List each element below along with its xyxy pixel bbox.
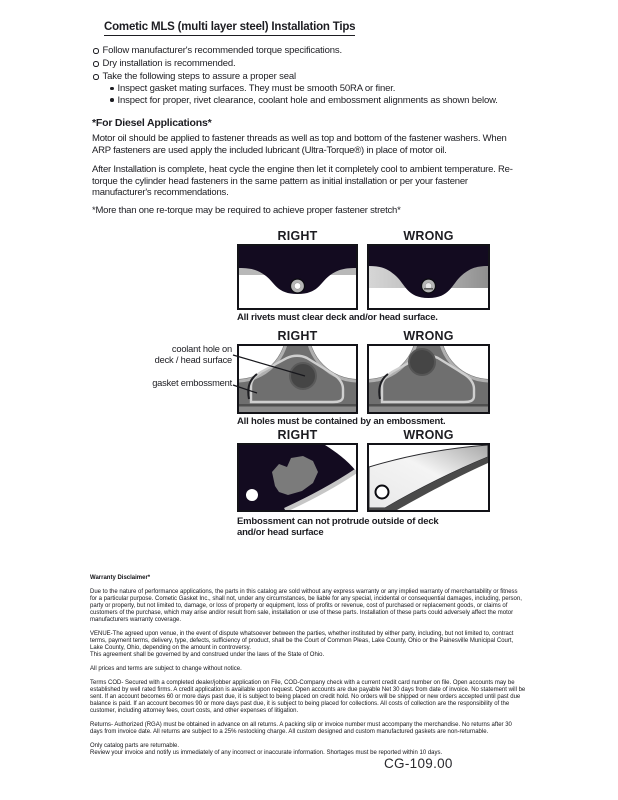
open-circle-bullet-icon: [93, 48, 99, 54]
sub-bullet-item: [110, 83, 563, 95]
retorque-note: *More than one re-torque may be required to achieve proper fastener stretch*: [92, 205, 401, 216]
bullet-item: [93, 44, 563, 57]
caption-protrusion: [237, 516, 497, 538]
bullet-text: Dry installation is recommended.: [102, 58, 236, 69]
sub-bullet-item: [110, 95, 563, 107]
rivet-wrong-diagram: [367, 244, 490, 310]
warranty-paragraph-prices: All prices and terms are subject to change without notice.: [90, 666, 242, 672]
page-title: Cometic MLS (multi layer steel) Installation Tips: [104, 21, 355, 36]
warranty-paragraph-review-invoice: Review your invoice and notify us immediately of any incorrect or inaccurate information. Shortages must be reported within 10 days.: [90, 750, 443, 756]
caption-rivets: All rivets must clear deck and/or head surface.: [237, 312, 438, 323]
embossment-right-diagram: [237, 344, 358, 414]
bullet-text: Take the following steps to assure a proper seal: [102, 71, 296, 82]
warranty-paragraph-venue: VENUE-The agreed upon venue, in the event of dispute whatsoever between the parties, whether instituted by either party, including, but not limited to, contract terms, payment terms, delivery, type, defects, sufficiency of product, shall be the Court of Common Pleas, Lake County, Ohio or the Painesville Municipal Court, Lake County, Ohio, depending on the amount in controversy.: [90, 631, 514, 651]
diesel-section-heading: *For Diesel Applications*: [92, 117, 212, 129]
rivet-right-illustration: [239, 246, 356, 308]
coolant-hole-label-line2: deck / head surface: [154, 354, 232, 365]
sub-bullet-text: Inspect for proper, rivet clearance, coolant hole and embossment alignments as shown below.: [117, 94, 498, 106]
caption-protrusion-line1: Embossment can not protrude outside of deck: [237, 516, 439, 527]
protrusion-wrong-diagram: [367, 443, 490, 512]
sub-bullet-text: Inspect gasket mating surfaces. They must be smooth 50RA or finer.: [117, 83, 396, 94]
wrong-label-row3: WRONG: [403, 428, 454, 442]
gasket-embossment-label: gasket embossment: [152, 378, 232, 388]
wrong-label-row2: WRONG: [403, 329, 454, 343]
bullet-text: Follow manufacturer's recommended torque specifications.: [102, 45, 342, 56]
intro-bullet-list: [93, 44, 563, 106]
embossment-wrong-illustration: [369, 346, 488, 412]
warranty-paragraph-1: Due to the nature of performance applications, the parts in this catalog are sold without any express warranty or any implied warranty of merchantability or fitness for a particular purpose. Cometic Gasket Inc., shall not, under any circumstances, be liable for any special, incidental or consequential damages, including, person, party or property, but not limited to, damage, or loss of property or equipment, loss of profits or revenue, cost of purchased or replacement goods, or claims of customers of the purchase, which may arise and/or result from sale, installation or use of these parts. Installation of these parts could adversely affect the motor manufacturers warranty coverage.: [90, 589, 522, 623]
bullet-item: [93, 70, 563, 83]
open-circle-bullet-icon: [93, 74, 99, 80]
protrusion-wrong-illustration: [369, 445, 488, 510]
rivet-right-diagram: [237, 244, 358, 310]
warranty-heading: Warranty Disclaimer*: [90, 575, 151, 581]
coolant-hole-label-line1: coolant hole on: [171, 344, 232, 354]
warranty-paragraph-governing-law: This agreement shall be governed by and construed under the laws of the State of Ohio.: [90, 652, 325, 658]
diesel-paragraph-2: After Installation is complete, heat cycle the engine then let it completely cool to ambient temperature. Re-torque the cylinder head fasteners in the same pattern as initial installation or per your fastener manufacturer's recommendations.: [92, 164, 513, 198]
open-circle-bullet-icon: [93, 61, 99, 67]
right-label-row2: RIGHT: [277, 329, 318, 343]
warranty-paragraph-terms-cod: Terms COD- Secured with a completed dealer/jobber application on File, COD-Company check with a current credit card number on file. Open accounts may be established by well rated firms. A credit application is available upon request. Open accounts are due payable Net 30 days from date of invoice. No statement will be sent. If an account becomes 60 or more days past due, it is subject to being placed on credit hold. No orders will be shipped or new orders accepted until past due balance is paid. If an account becomes 90 or more days past due, it is subject to being placed for collections. All costs of collection are the responsibility of the customer, including attorney fees, court costs, and other expenses of litigation.: [90, 680, 526, 714]
protrusion-right-illustration: [239, 445, 356, 510]
coolant-hole-label: [118, 344, 232, 365]
caption-holes: All holes must be contained by an embossment.: [237, 416, 446, 427]
bullet-item: [93, 57, 563, 70]
diesel-paragraph-1: Motor oil should be applied to fastener threads as well as top and bottom of the fastener washers. When ARP fasteners are used apply the included lubricant (Ultra-Torque®) in place of motor oil.: [92, 133, 507, 156]
right-label-row3: RIGHT: [277, 428, 318, 442]
embossment-wrong-diagram: [367, 344, 490, 414]
rivet-wrong-illustration: [369, 246, 488, 308]
warranty-paragraph-returns: Returns- Authorized (RGA) must be obtained in advance on all returns. A packing slip or invoice number must accompany the merchandise. No returns after 30 days from invoice date. All returns are subject to a 25% restocking charge. All custom designed and custom manufactured gaskets are non-returnable.: [90, 722, 512, 735]
caption-protrusion-line2: and/or head surface: [237, 527, 324, 538]
wrong-label-row1: WRONG: [403, 229, 454, 243]
warranty-section: [90, 575, 526, 764]
protrusion-right-diagram: [237, 443, 358, 512]
filled-bullet-icon: [110, 98, 114, 102]
embossment-right-illustration: [239, 346, 356, 412]
warranty-paragraph-catalog-parts: Only catalog parts are returnable.: [90, 743, 180, 749]
right-label-row1: RIGHT: [277, 229, 318, 243]
filled-bullet-icon: [110, 87, 114, 91]
page-number: CG-109.00: [384, 756, 453, 771]
